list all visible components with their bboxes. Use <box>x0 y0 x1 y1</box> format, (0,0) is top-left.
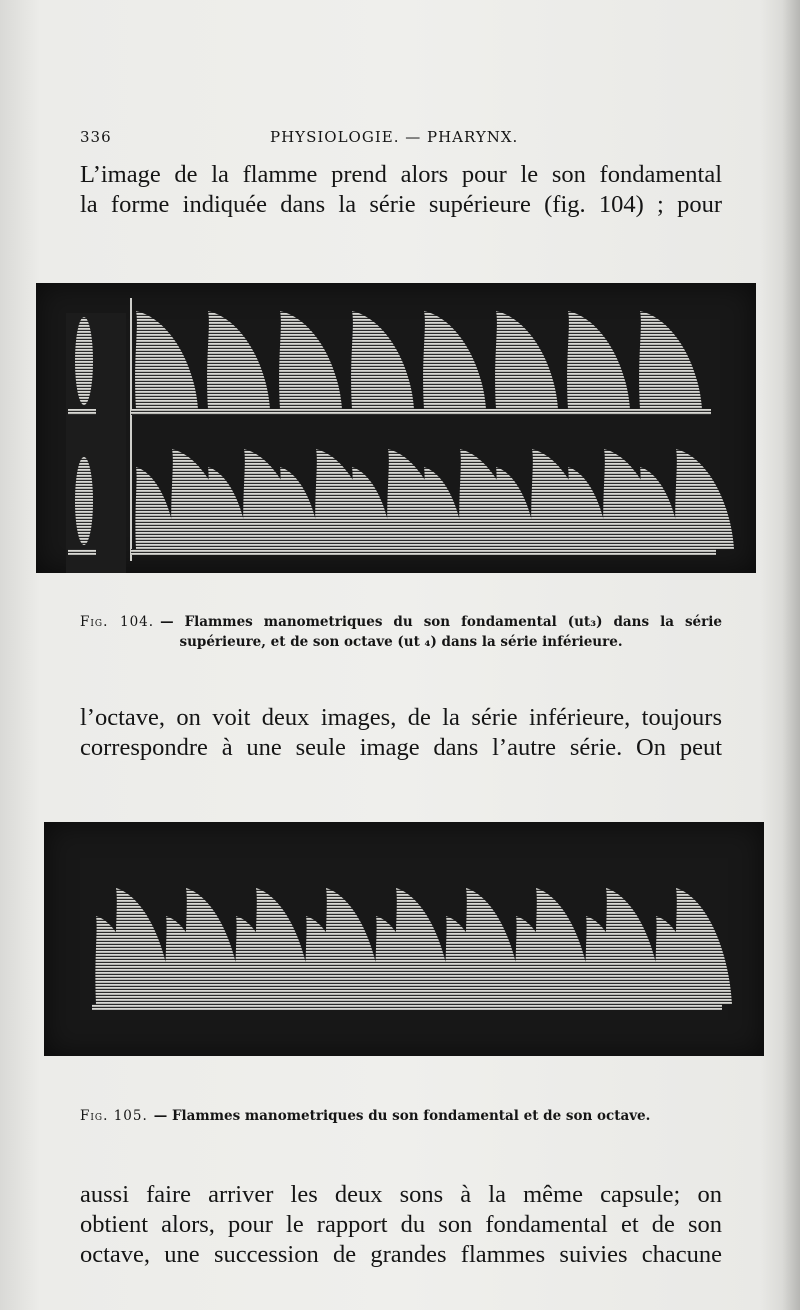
large-flame <box>605 888 662 1004</box>
upper-row-flame <box>639 311 702 409</box>
page-edge-shadow <box>782 0 800 1310</box>
lower-row-flame <box>495 467 536 549</box>
running-title: PHYSIOLOGIE. — PHARYNX. <box>270 128 519 146</box>
large-flame <box>675 888 732 1004</box>
caption-text: — Flammes manometriques du son fondamental (ut₃) dans la série <box>160 614 722 630</box>
paragraph-line: obtient alors, pour le rapport du son fondamental et de son <box>80 1211 722 1238</box>
lower-row-flame <box>423 467 464 549</box>
caption-text: supérieure, et de son octave (ut ₄) dans la série inférieure. <box>179 634 623 650</box>
large-flame <box>535 888 592 1004</box>
large-flame <box>115 888 172 1004</box>
caption-label: Fig. 104. <box>80 614 155 630</box>
large-flame <box>395 888 452 1004</box>
lower-row-flame <box>567 467 608 549</box>
paragraph-2 <box>80 703 722 763</box>
large-flame <box>255 888 312 1004</box>
figure-105-caption <box>80 1106 722 1126</box>
upper-row-flame <box>423 311 486 409</box>
lower-row-flame <box>207 467 248 549</box>
figure-104-flames-engraving <box>36 283 756 573</box>
caption-label: Fig. 105. <box>80 1108 148 1124</box>
paragraph-line: octave, une succession de grandes flammes suivies chacune <box>80 1241 722 1268</box>
paragraph-1 <box>80 160 722 220</box>
reference-flame <box>75 457 93 545</box>
lower-row-flame <box>639 467 680 549</box>
figure-105-image <box>44 822 764 1056</box>
paragraph-line: aussi faire arriver les deux sons à la même capsule; on <box>80 1181 722 1208</box>
large-flame <box>325 888 382 1004</box>
upper-row-flame <box>279 311 342 409</box>
upper-row-flame <box>351 311 414 409</box>
lower-row-flame <box>135 467 176 549</box>
page-number: 336 <box>80 128 112 146</box>
upper-row-flame <box>135 311 198 409</box>
large-flame <box>185 888 242 1004</box>
paragraph-line: l’octave, on voit deux images, de la série inférieure, toujours <box>80 704 722 731</box>
paragraph-line: L’image de la flamme prend alors pour le son fondamental <box>80 161 722 188</box>
paragraph-line: correspondre à une seule image dans l’autre série. On peut <box>80 734 722 761</box>
upper-row-flame <box>495 311 558 409</box>
figure-104-caption <box>80 612 722 652</box>
lower-row-flame <box>675 449 734 549</box>
lower-row-flame <box>279 467 320 549</box>
paragraph-3 <box>80 1180 722 1270</box>
lower-row-flame <box>351 467 392 549</box>
upper-row-flame <box>207 311 270 409</box>
running-header <box>80 128 720 150</box>
large-flame <box>465 888 522 1004</box>
figure-105-flames-engraving <box>44 822 764 1056</box>
upper-row-flame <box>567 311 630 409</box>
paragraph-line: la forme indiquée dans la série supérieure (fig. 104) ; pour <box>80 191 722 218</box>
caption-text: — Flammes manometriques du son fondamental et de son octave. <box>153 1108 651 1124</box>
figure-104-image <box>36 283 756 573</box>
reference-flame <box>75 317 93 405</box>
